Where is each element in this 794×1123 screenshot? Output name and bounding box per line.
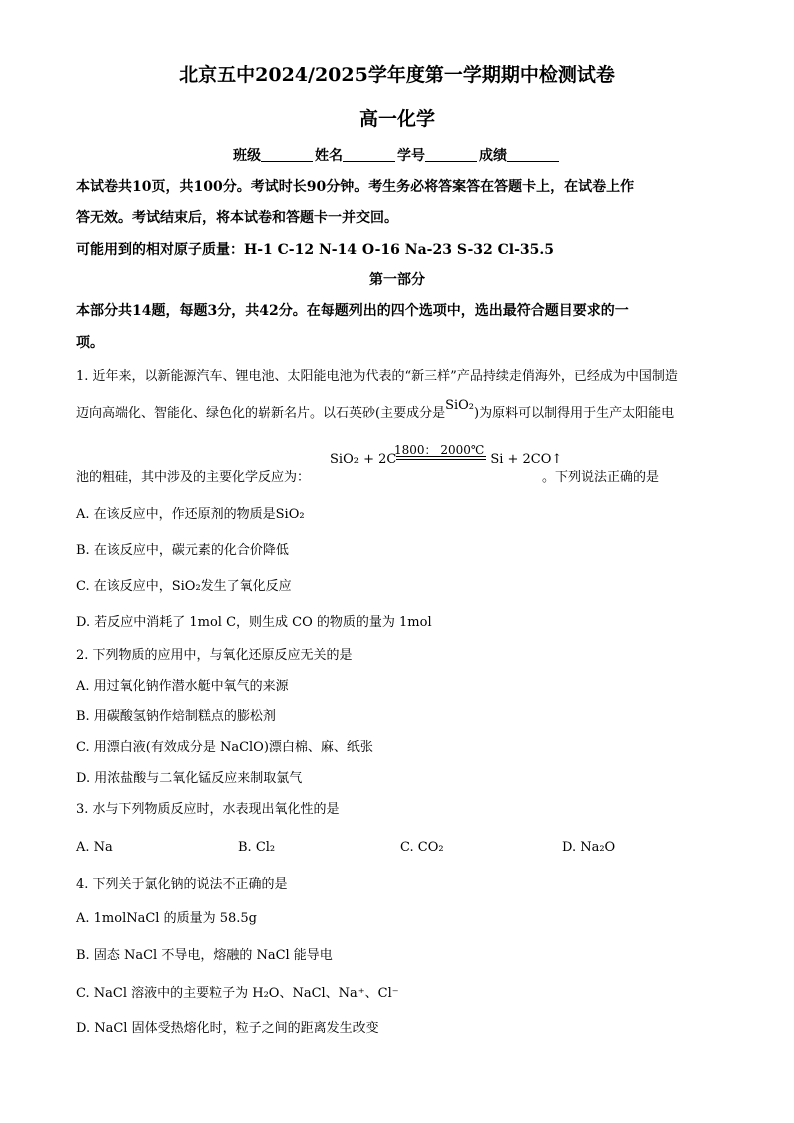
q4-stem: 4. 下列关于氯化钠的说法不正确的是	[76, 877, 288, 892]
q3-option-c: C. CO₂	[400, 840, 444, 855]
q4-option-d: D. NaCl 固体受热熔化时，粒子之间的距离发生改变	[76, 1021, 379, 1036]
q1-option-b: B. 在该反应中，碳元素的化合价降低	[76, 543, 289, 558]
field-name-label: 姓名	[315, 148, 343, 164]
field-class-blank	[261, 147, 313, 162]
eq-condition: 1800： 2000℃	[394, 443, 485, 457]
q1-option-a: A. 在该反应中，作还原剂的物质是SiO₂	[76, 507, 305, 522]
field-id-label: 学号	[397, 148, 425, 164]
part-desc-line2: 项。	[76, 335, 104, 351]
q1-stem-line3-b: 。下列说法正确的是	[542, 470, 660, 485]
instructions-line1: 本试卷共10页，共100分。考试时长90分钟。考生务必将答案答在答题卡上，在试卷上作	[76, 179, 635, 195]
q1-stem-line2-b: )为原料可以制得用于生产太阳能电	[474, 406, 675, 421]
instructions-line2: 答无效。考试结束后，将本试卷和答题卡一并交回。	[76, 210, 398, 226]
q2-option-d: D. 用浓盐酸与二氧化锰反应来制取氯气	[76, 771, 303, 786]
field-score-label: 成绩	[479, 148, 507, 164]
field-id-blank	[425, 147, 477, 162]
part-desc-line1: 本部分共14题，每题3分，共42分。在每题列出的四个选项中，选出最符合题目要求的一	[76, 303, 629, 319]
q1-option-c: C. 在该反应中，SiO₂发生了氧化反应	[76, 579, 292, 594]
q1-stem-line1: 1. 近年来，以新能源汽车、锂电池、太阳能电池为代表的“新三样”产品持续走俏海外，已经成为中国制造	[76, 369, 678, 384]
eq-reactants: SiO₂ + 2C	[330, 452, 397, 467]
field-score-blank	[507, 147, 559, 162]
q1-reaction-equation	[330, 441, 570, 471]
q3-stem: 3. 水与下列物质反应时，水表现出氧化性的是	[76, 802, 340, 817]
q2-option-b: B. 用碳酸氢钠作焙制糕点的膨松剂	[76, 709, 276, 724]
q2-option-a: A. 用过氧化钠作潜水艇中氧气的来源	[76, 679, 289, 694]
q1-stem-line2-a: 迈向高端化、智能化、绿色化的崭新名片。以石英砂(主要成分是	[76, 406, 446, 421]
q1-stem-line2	[76, 398, 724, 423]
field-class-label: 班级	[233, 148, 261, 164]
page-title: 北京五中2024/2025学年度第一学期期中检测试卷	[179, 64, 615, 86]
field-name-blank	[343, 147, 395, 162]
part-title: 第一部分	[369, 272, 425, 288]
q1-stem-line3-a: 池的粗硅，其中涉及的主要化学反应为：	[76, 470, 311, 485]
q4-option-a: A. 1molNaCl 的质量为 58.5g	[76, 911, 257, 926]
eq-main	[330, 452, 562, 467]
q4-option-b: B. 固态 NaCl 不导电，熔融的 NaCl 能导电	[76, 948, 333, 963]
q3-option-a: A. Na	[76, 840, 113, 855]
q2-stem: 2. 下列物质的应用中，与氧化还原反应无关的是	[76, 648, 353, 663]
atomic-masses: 可能用到的相对原子质量：H-1 C-12 N-14 O-16 Na-23 S-32 Cl-35.5	[76, 242, 554, 258]
eq-products: Si + 2CO↑	[490, 452, 563, 467]
q4-option-c: C. NaCl 溶液中的主要粒子为 H₂O、NaCl、Na⁺、Cl⁻	[76, 986, 399, 1001]
q1-option-d: D. 若反应中消耗了 1mol C，则生成 CO 的物质的量为 1mol	[76, 615, 432, 630]
q2-option-c: C. 用漂白液(有效成分是 NaClO)漂白棉、麻、纸张	[76, 740, 373, 755]
student-info-fields	[0, 147, 794, 165]
q1-sio2-formula: SiO₂	[445, 398, 475, 413]
q1-stem-line3	[76, 469, 724, 487]
q3-option-b: B. Cl₂	[238, 840, 276, 855]
q3-option-d: D. Na₂O	[562, 840, 616, 855]
page-subtitle: 高一化学	[358, 108, 435, 130]
